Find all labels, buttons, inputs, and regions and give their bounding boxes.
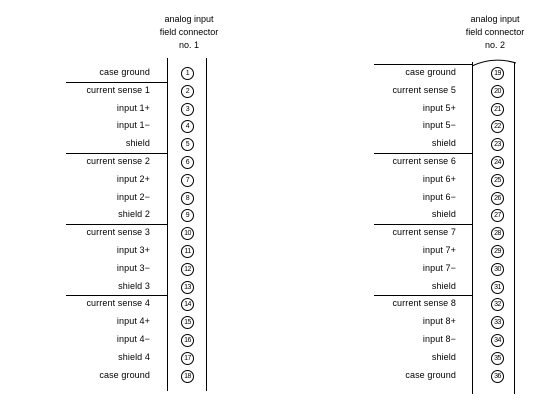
pin-number: 4 (181, 120, 194, 133)
pin-label: shield 3 (118, 280, 150, 291)
pin-number: 30 (491, 263, 504, 276)
pin-number: 13 (181, 281, 194, 294)
pin-number: 35 (491, 352, 504, 365)
pin-label: input 1+ (116, 102, 150, 113)
pin-label: input 5+ (422, 102, 456, 113)
group-separator (374, 153, 472, 154)
pin-label: case ground (405, 369, 456, 380)
pin-label: current sense 1 (86, 84, 150, 95)
pin-number: 7 (181, 174, 194, 187)
pin-label: current sense 5 (392, 84, 456, 95)
pin-label: input 4+ (116, 316, 150, 327)
pin-number: 11 (181, 245, 194, 258)
pin-number: 18 (181, 370, 194, 383)
pin-label: input 8+ (422, 316, 456, 327)
pin-label: input 3+ (116, 245, 150, 255)
pin-label: shield 4 (118, 351, 150, 362)
connector-1-title-line1: analog input (164, 14, 214, 24)
pin-number: 31 (491, 281, 504, 294)
pin-label: input 2+ (116, 173, 150, 184)
group-separator (66, 224, 167, 225)
pin-label: input 8− (422, 334, 456, 344)
connector-1-title-line2: field connector (159, 27, 219, 37)
pin-number: 24 (491, 156, 504, 169)
pin-label: shield (431, 280, 456, 291)
pin-label: input 1− (116, 120, 150, 131)
connector-2-title (435, 13, 550, 52)
group-separator (66, 295, 167, 296)
pin-label: current sense 6 (392, 156, 456, 166)
pin-label: input 7+ (422, 245, 456, 255)
pin-number: 27 (491, 209, 504, 222)
pin-number: 10 (181, 227, 194, 240)
group-separator (374, 64, 472, 65)
pin-number: 32 (491, 298, 504, 311)
pin-label: shield (431, 351, 456, 362)
pin-number: 6 (181, 156, 194, 169)
pin-number: 9 (181, 209, 194, 222)
pin-label: case ground (99, 67, 150, 77)
pin-number: 12 (181, 263, 194, 276)
pin-number: 28 (491, 227, 504, 240)
pin-label: current sense 8 (392, 298, 456, 309)
group-separator (66, 82, 167, 83)
pin-label: shield (431, 209, 456, 220)
pin-label: case ground (405, 67, 456, 77)
connector-2-title-line1: analog input (470, 14, 520, 24)
pin-label: input 4− (116, 334, 150, 344)
pin-number: 34 (491, 334, 504, 347)
pin-number: 26 (491, 192, 504, 205)
connector-1-title-line3: no. 1 (178, 40, 200, 50)
pin-label: input 2− (116, 191, 150, 202)
pin-label: current sense 4 (86, 298, 150, 309)
pin-number: 29 (491, 245, 504, 258)
pin-label: input 6− (422, 191, 456, 202)
pin-label: shield (431, 138, 456, 149)
pin-label: current sense 2 (86, 156, 150, 166)
pin-label: current sense 7 (392, 227, 456, 238)
pin-number: 15 (181, 316, 194, 329)
pin-number: 17 (181, 352, 194, 365)
pin-number: 5 (181, 138, 194, 151)
pin-number: 1 (181, 67, 194, 80)
group-separator (374, 295, 472, 296)
pin-label: input 3− (116, 262, 150, 273)
pin-number: 19 (491, 67, 504, 80)
group-separator (374, 224, 472, 225)
pin-label: case ground (99, 369, 150, 380)
pin-number: 25 (491, 174, 504, 187)
pin-label: current sense 3 (86, 227, 150, 238)
pin-number: 2 (181, 85, 194, 98)
connector-2-strip-top-curve (471, 55, 517, 67)
connector-2-title-line2: field connector (465, 27, 525, 37)
pin-number: 20 (491, 85, 504, 98)
pin-number: 33 (491, 316, 504, 329)
pin-number: 8 (181, 192, 194, 205)
pin-number: 14 (181, 298, 194, 311)
pin-number: 23 (491, 138, 504, 151)
pin-number: 3 (181, 103, 194, 116)
connector-1-title (129, 13, 249, 52)
pin-number: 22 (491, 120, 504, 133)
pin-label: input 5− (422, 120, 456, 131)
pin-label: input 6+ (422, 173, 456, 184)
pin-number: 21 (491, 103, 504, 116)
pin-label: shield 2 (118, 209, 150, 220)
pin-number: 16 (181, 334, 194, 347)
pin-number: 36 (491, 370, 504, 383)
connector-2-title-line3: no. 2 (484, 40, 506, 50)
pin-label: shield (125, 138, 150, 149)
group-separator (66, 153, 167, 154)
pin-label: input 7− (422, 262, 456, 273)
